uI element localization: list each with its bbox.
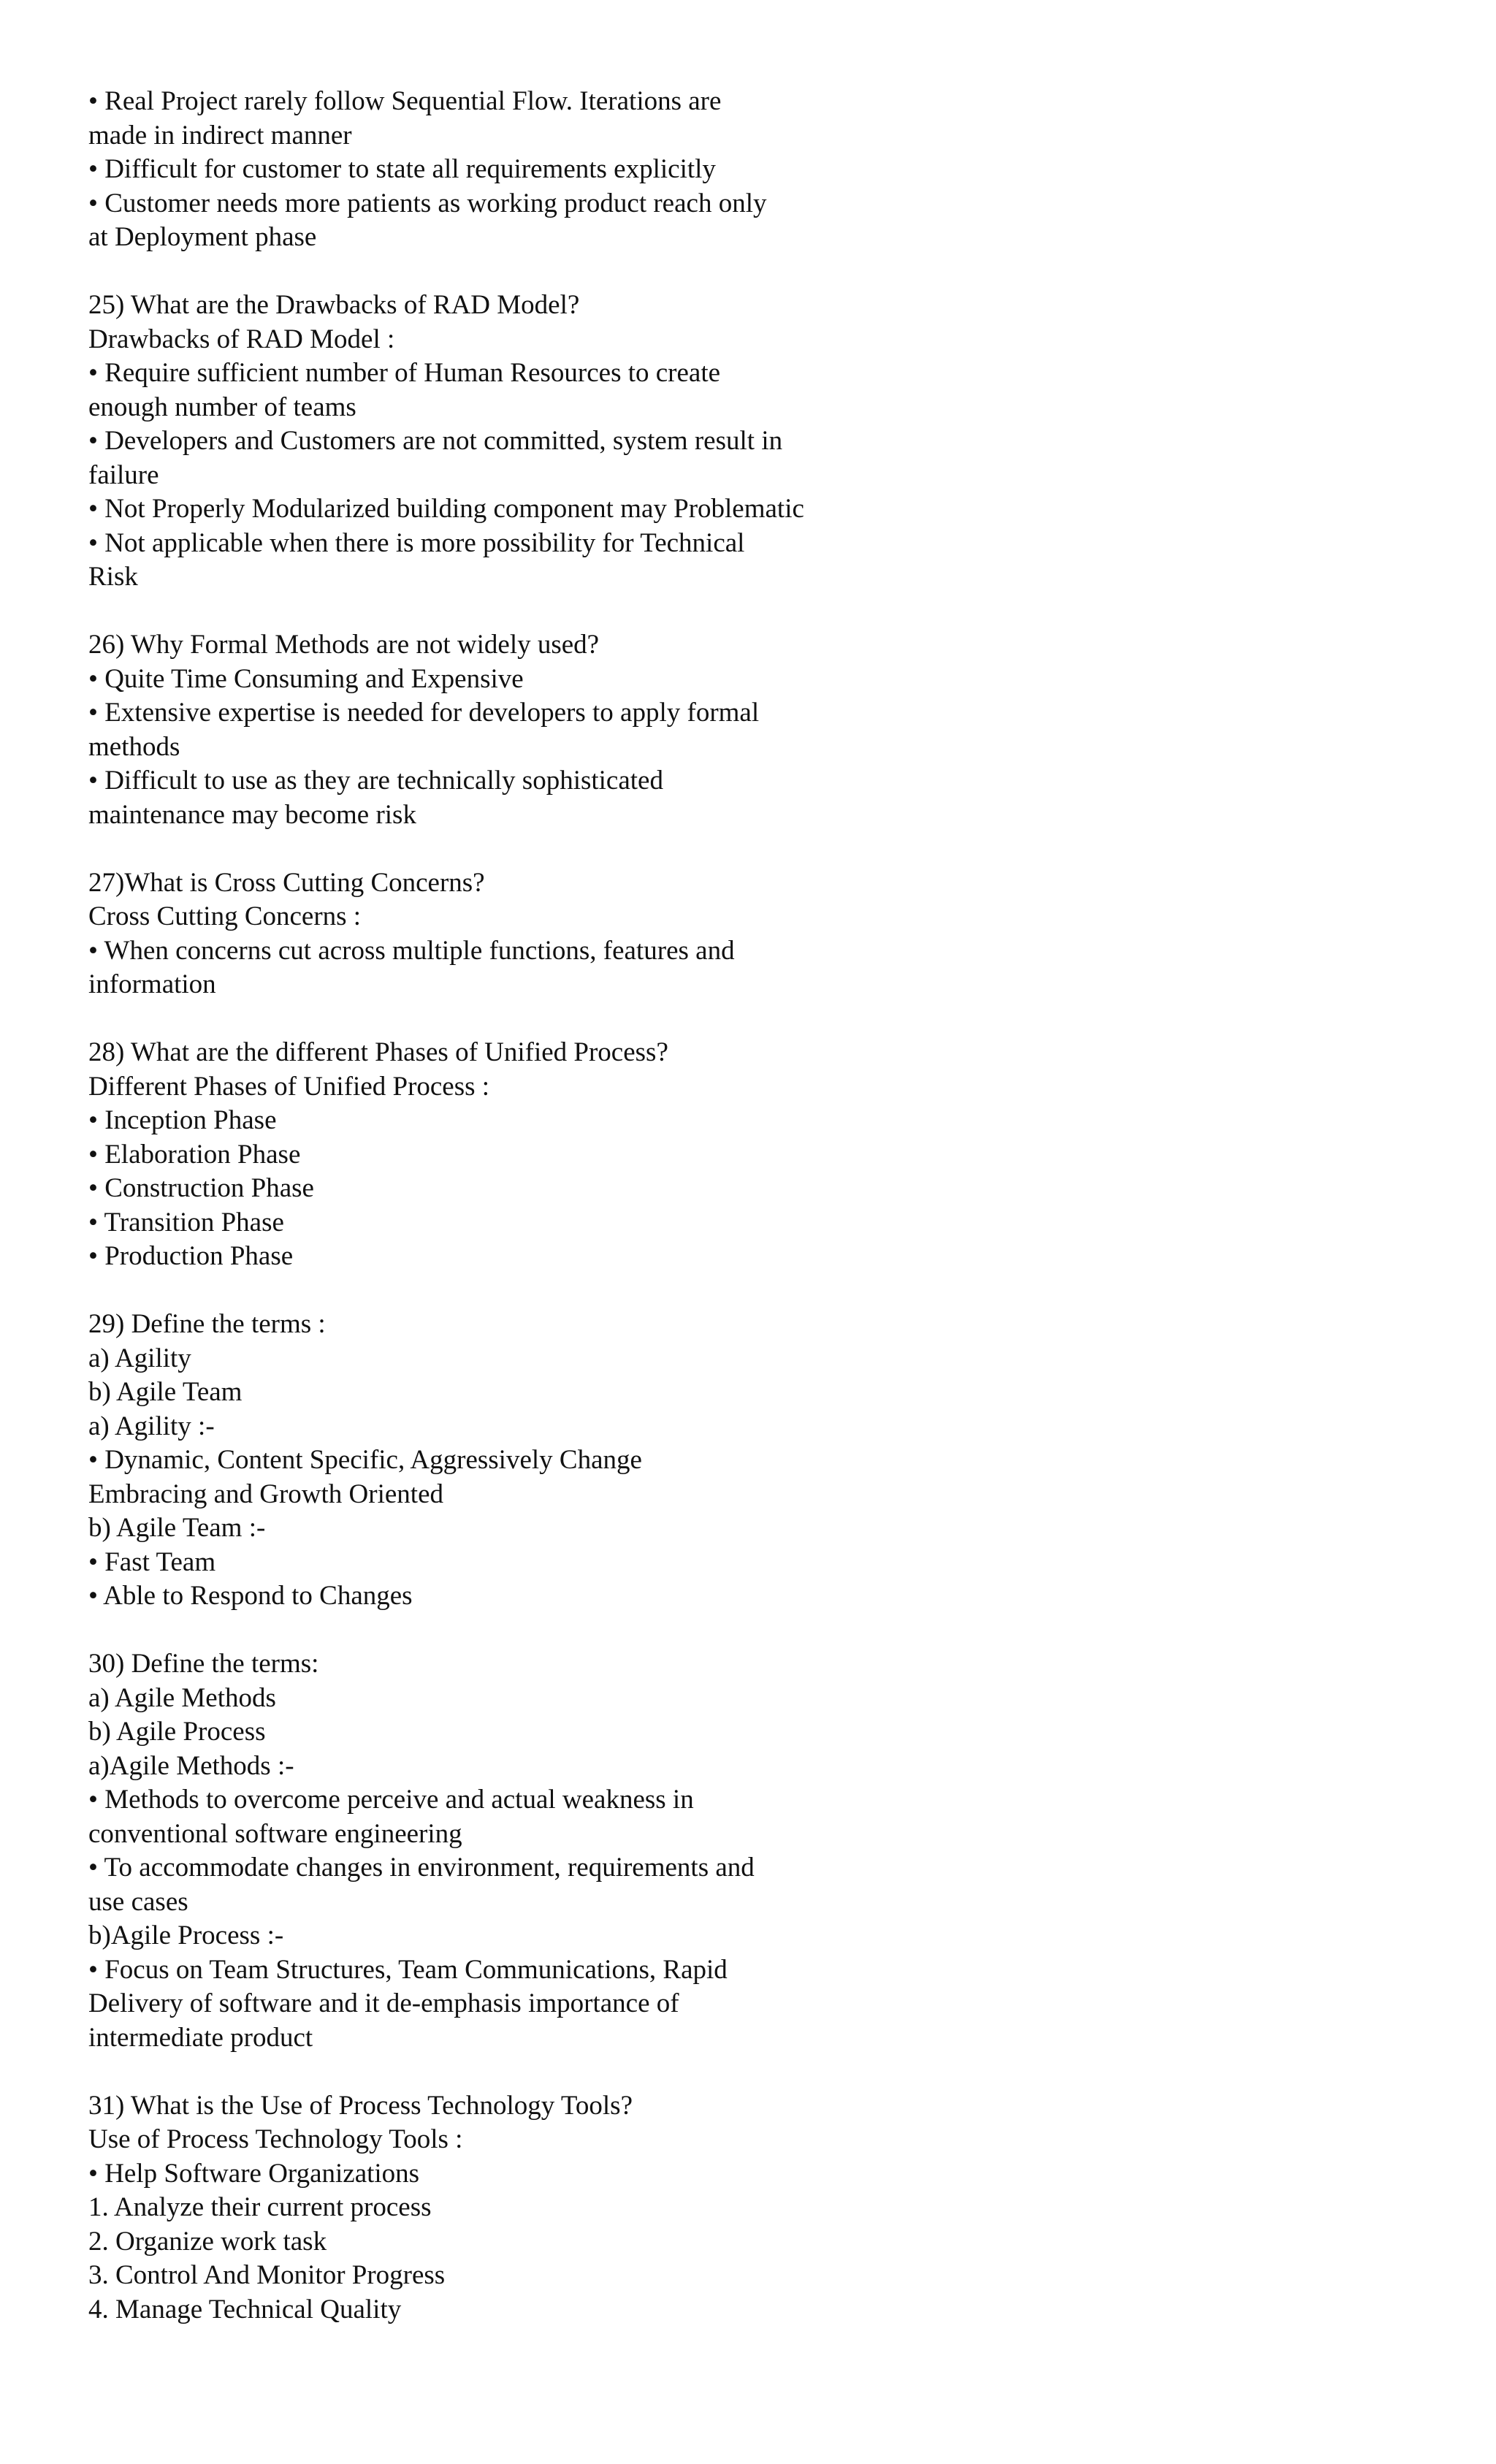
text-line: • Inception Phase — [88, 1105, 277, 1135]
text-line: • Fast Team — [88, 1546, 216, 1577]
text-line: • Construction Phase — [88, 1173, 314, 1203]
text-line: 27)What is Cross Cutting Concerns? — [88, 867, 485, 898]
text-line: a)Agile Methods :- — [88, 1750, 294, 1781]
text-line: at Deployment phase — [88, 222, 317, 252]
qa-section — [88, 866, 1462, 1002]
text-line: 28) What are the different Phases of Unified Process? — [88, 1037, 668, 1067]
text-line: • Difficult to use as they are technically sophisticated — [88, 766, 663, 796]
text-line: • Difficult for customer to state all requirements explicitly — [88, 154, 716, 184]
text-line: • Not Properly Modularized building component may Problematic — [88, 494, 804, 524]
text-line: • Help Software Organizations — [88, 2158, 420, 2189]
text-line: • When concerns cut across multiple functions, features and — [88, 935, 735, 966]
text-line: maintenance may become risk — [88, 799, 416, 830]
qa-section — [88, 2089, 1462, 2327]
text-line: • Dynamic, Content Specific, Aggressively Change — [88, 1445, 642, 1475]
qa-section — [88, 1036, 1462, 1274]
text-line: 25) What are the Drawbacks of RAD Model? — [88, 290, 580, 320]
paragraph-gap — [88, 1274, 1462, 1308]
text-line: a) Agile Methods — [88, 1682, 276, 1713]
text-line: Delivery of software and it de-emphasis importance of — [88, 1988, 679, 2018]
text-line: a) Agility — [88, 1343, 191, 1373]
text-line: b) Agile Team — [88, 1377, 243, 1407]
paragraph-gap — [88, 595, 1462, 629]
text-line: • Methods to overcome perceive and actual weakness in — [88, 1785, 694, 1815]
text-line: • Production Phase — [88, 1241, 294, 1271]
text-line: Risk — [88, 562, 138, 592]
text-line: 1. Analyze their current process — [88, 2192, 432, 2222]
text-line: 3. Control And Monitor Progress — [88, 2260, 446, 2290]
text-line: made in indirect manner — [88, 120, 352, 150]
text-line: • Elaboration Phase — [88, 1139, 301, 1170]
text-line: enough number of teams — [88, 392, 356, 422]
qa-section — [88, 1308, 1462, 1614]
document-body — [88, 85, 1462, 2327]
text-line: • To accommodate changes in environment, requirements and — [88, 1853, 755, 1883]
text-line: 4. Manage Technical Quality — [88, 2294, 402, 2324]
paragraph-gap — [88, 1614, 1462, 1648]
text-line: • Quite Time Consuming and Expensive — [88, 663, 524, 694]
text-line: b) Agile Team :- — [88, 1513, 266, 1543]
text-line: use cases — [88, 1886, 188, 1917]
text-line: • Able to Respond to Changes — [88, 1581, 413, 1611]
qa-section — [88, 1647, 1462, 2055]
text-line: 26) Why Formal Methods are not widely used? — [88, 630, 600, 660]
text-line: Use of Process Technology Tools : — [88, 2124, 463, 2154]
qa-section — [88, 628, 1462, 832]
text-line: b) Agile Process — [88, 1717, 266, 1747]
text-line: conventional software engineering — [88, 1818, 462, 1849]
text-line: intermediate product — [88, 2022, 313, 2053]
text-line: methods — [88, 731, 180, 762]
text-line: 29) Define the terms : — [88, 1309, 326, 1339]
text-line: 30) Define the terms: — [88, 1649, 319, 1679]
text-line: 31) What is the Use of Process Technology Tools? — [88, 2090, 633, 2121]
paragraph-gap — [88, 832, 1462, 866]
paragraph-gap — [88, 2055, 1462, 2089]
text-line: failure — [88, 459, 159, 490]
text-line: Different Phases of Unified Process : — [88, 1071, 490, 1102]
text-line: • Transition Phase — [88, 1207, 284, 1237]
paragraph-gap — [88, 255, 1462, 289]
text-line: information — [88, 969, 216, 999]
text-line: 2. Organize work task — [88, 2226, 327, 2257]
text-line: Cross Cutting Concerns : — [88, 901, 362, 931]
text-line: b)Agile Process :- — [88, 1921, 284, 1950]
text-line: Embracing and Growth Oriented — [88, 1479, 443, 1509]
text-line: • Real Project rarely follow Sequential Flow. Iterations are — [88, 86, 722, 116]
qa-section — [88, 289, 1462, 595]
text-line: Drawbacks of RAD Model : — [88, 324, 395, 354]
text-line: a) Agility :- — [88, 1411, 215, 1441]
text-line: • Extensive expertise is needed for developers to apply formal — [88, 698, 760, 728]
text-line: • Customer needs more patients as working product reach only — [88, 188, 767, 218]
text-line: • Not applicable when there is more possibility for Technical — [88, 527, 745, 558]
text-line: • Developers and Customers are not committed, system result in — [88, 426, 783, 456]
qa-section — [88, 85, 1462, 255]
text-line: • Focus on Team Structures, Team Communications, Rapid — [88, 1954, 728, 1985]
paragraph-gap — [88, 1002, 1462, 1037]
text-line: • Require sufficient number of Human Resources to create — [88, 358, 721, 388]
